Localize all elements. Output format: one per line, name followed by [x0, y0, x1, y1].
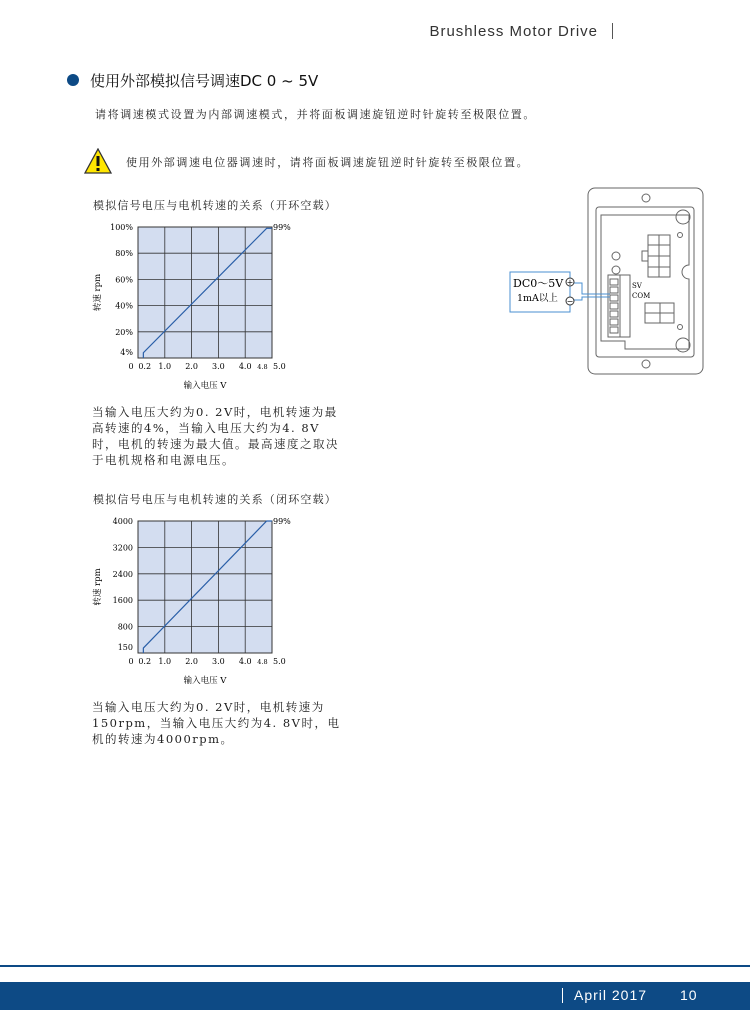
- source-current: 1mA以上: [517, 293, 558, 304]
- y-tick-label: 40%: [115, 301, 133, 311]
- chart-2-title: 模拟信号电压与电机转速的关系（闭环空载）: [93, 493, 337, 506]
- section-title: 使用外部模拟信号调速DC 0 ~ 5V: [90, 72, 319, 90]
- terminal-cell: [610, 303, 618, 309]
- chart-2-description: 当输入电压大约为0. 2V时，电机转速为150rpm，当输入电压大约为4. 8V时，电机的转速为4000rpm。: [92, 700, 341, 746]
- driver-panel-outline: [588, 188, 703, 374]
- page-number: 10: [680, 987, 698, 1003]
- y-tick-label: 4000: [112, 517, 133, 526]
- x-tick-label: 0.2: [138, 362, 152, 371]
- y-tick-label: 100%: [110, 223, 133, 232]
- x-tick-label: 0: [128, 362, 134, 371]
- x-tick-label: 4.0: [238, 657, 252, 666]
- x-tick-label: 3.0: [212, 362, 225, 371]
- x-tick-label: 4.0: [238, 362, 252, 371]
- y-axis-label: 转速 rpm: [93, 273, 103, 312]
- terminal-sv-label: SV: [632, 282, 642, 290]
- x-tick-label: 5.0: [273, 657, 286, 666]
- x-tick-label: 4.8: [257, 363, 268, 371]
- y-tick-label: 1600: [112, 596, 133, 606]
- x-tick-label: 4.8: [257, 658, 268, 666]
- chart-1-title: 模拟信号电压与电机转速的关系（开环空载）: [93, 199, 337, 212]
- y-tick-label: 4%: [120, 348, 133, 357]
- y-tick-label: 80%: [115, 249, 133, 259]
- x-tick-label: 5.0: [273, 362, 286, 371]
- source-voltage: DC0～5V: [513, 277, 564, 290]
- footer-date: April 2017: [574, 987, 648, 1003]
- x-tick-label: 2.0: [185, 362, 198, 371]
- y-tick-label: 3200: [112, 543, 133, 553]
- y-axis-label: 转速 rpm: [93, 568, 103, 606]
- x-tick-label: 2.0: [185, 657, 198, 666]
- screw-icon: [676, 210, 690, 224]
- terminal-cell: [610, 295, 618, 301]
- footer-line: [0, 965, 750, 967]
- x-tick-label: 1.0: [158, 362, 172, 371]
- terminal-cell: [610, 327, 618, 333]
- x-axis-label: 输入电压 V: [183, 381, 227, 391]
- x-tick-label: 3.0: [212, 657, 225, 666]
- terminal-cell: [610, 319, 618, 325]
- terminal-block: [608, 275, 630, 337]
- minus-sign: −: [566, 297, 574, 306]
- y-tick-label: 20%: [115, 327, 133, 337]
- x-tick-label: 1.0: [158, 657, 172, 666]
- x-axis-label: 输入电压 V: [183, 676, 227, 686]
- x-tick-label: 0.2: [138, 657, 152, 666]
- y-tick-label: 2400: [112, 569, 133, 579]
- annotation-label: 99%: [273, 223, 291, 232]
- wiring-diagram: [500, 185, 715, 380]
- chart-1-description: 当输入电压大约为0. 2V时，电机转速为最高转速的4%，当输入电压大约为4. 8V时，电机的转速为最大值。最高速度之取决于电机规格和电源电压。: [92, 405, 339, 467]
- screw-icon: [676, 338, 690, 352]
- terminal-cell: [610, 311, 618, 317]
- intro-text: 请将调速模式设置为内部调速模式，并将面板调速旋钮逆时针旋转至极限位置。: [95, 108, 536, 121]
- annotation-label: 99%: [273, 517, 291, 526]
- warning-text: 使用外部调速电位器调速时，请将面板调速旋钮逆时针旋转至极限位置。: [126, 156, 530, 169]
- terminal-cell: [610, 279, 618, 285]
- y-tick-label: 150: [117, 643, 133, 652]
- terminal-com-label: COM: [632, 292, 651, 300]
- x-tick-label: 0: [128, 657, 134, 666]
- y-tick-label: 800: [117, 622, 133, 632]
- footer-divider: [562, 988, 563, 1003]
- y-tick-label: 60%: [115, 275, 133, 285]
- terminal-cell: [610, 287, 618, 293]
- header-title: Brushless Motor Drive: [429, 23, 598, 40]
- plus-sign: +: [566, 278, 574, 287]
